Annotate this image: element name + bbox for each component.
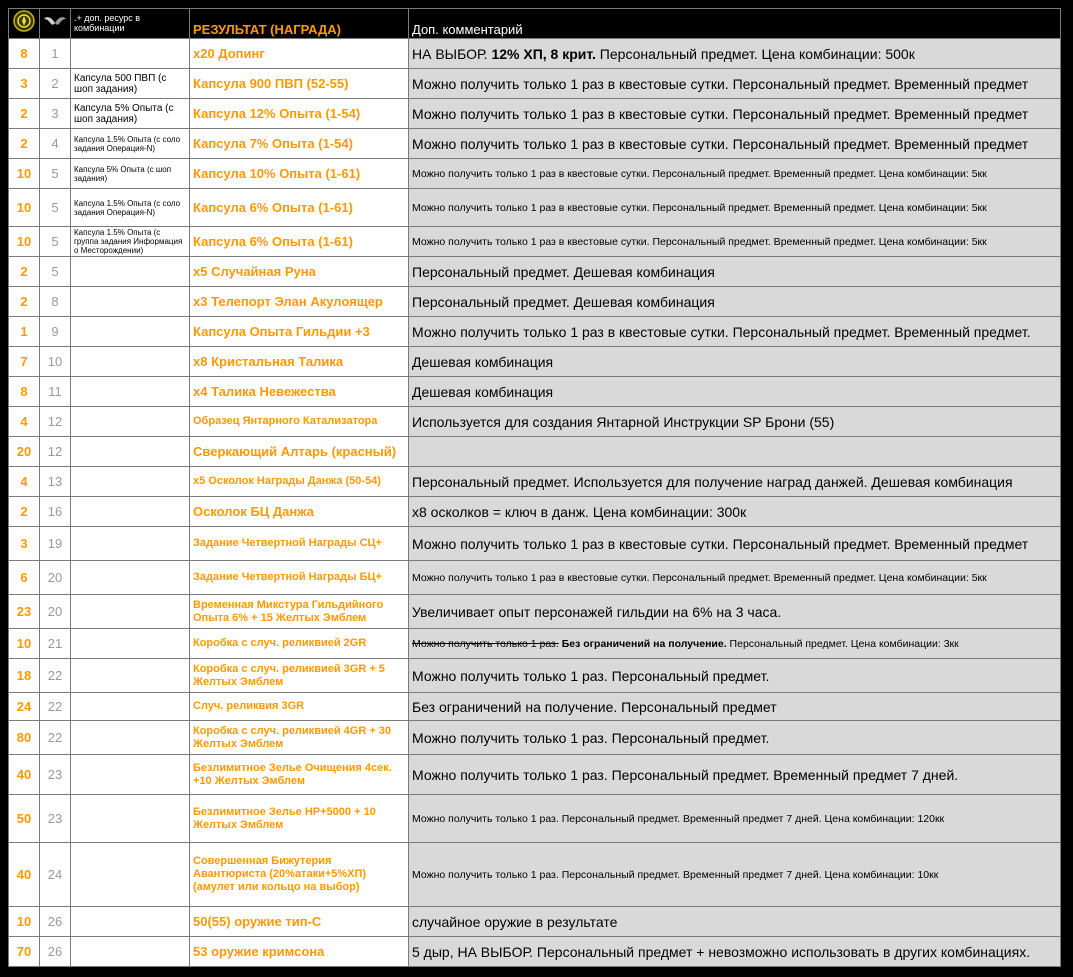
extra-cell	[71, 629, 190, 659]
table-row	[9, 721, 1061, 755]
table-row	[9, 659, 1061, 693]
result-cell: Капсула 10% Опыта (1-61)	[190, 159, 409, 189]
table-row	[9, 257, 1061, 287]
table-row	[9, 843, 1061, 907]
level-cell: 5	[40, 257, 71, 287]
quantity-cell: 2	[9, 99, 40, 129]
result-cell: Коробка с случ. реликвией 4GR + 30 Желтых Эмблем	[190, 721, 409, 755]
result-cell: Случ. реликвия 3GR	[190, 693, 409, 721]
table-row	[9, 437, 1061, 467]
table-row	[9, 317, 1061, 347]
quantity-cell: 80	[9, 721, 40, 755]
extra-cell: Капсула 1.5% Опыта (с соло задания Операция-N)	[71, 189, 190, 227]
extra-cell	[71, 693, 190, 721]
comment-cell: Дешевая комбинация	[409, 347, 1061, 377]
result-cell: Задание Четвертной Награды БЦ+	[190, 561, 409, 595]
quantity-cell: 10	[9, 629, 40, 659]
extra-cell: Капсула 1.5% Опыта (с группа задания Информация о Месторождении)	[71, 227, 190, 257]
table-row	[9, 561, 1061, 595]
quantity-cell: 23	[9, 595, 40, 629]
coin-icon	[13, 10, 35, 32]
comment-text: НА ВЫБОР.	[412, 45, 492, 62]
comment-bold-text: 12% ХП, 8 крит.	[491, 45, 596, 62]
extra-cell	[71, 287, 190, 317]
quantity-cell: 8	[9, 39, 40, 69]
level-cell: 22	[40, 721, 71, 755]
result-cell: 53 оружие кримсона	[190, 937, 409, 967]
comment-cell: Можно получить только 1 раз в квестовые сутки. Персональный предмет. Временный предмет. Цена комбинации: 5кк	[409, 189, 1061, 227]
header-coin-cell	[9, 9, 40, 39]
table-row	[9, 227, 1061, 257]
result-cell: Капсула 6% Опыта (1-61)	[190, 189, 409, 227]
quantity-cell: 50	[9, 795, 40, 843]
extra-cell	[71, 937, 190, 967]
comment-cell: Персональный предмет. Дешевая комбинация	[409, 287, 1061, 317]
level-cell: 26	[40, 937, 71, 967]
table-row	[9, 407, 1061, 437]
comment-cell: Можно получить только 1 раз. Персональный предмет.	[409, 659, 1061, 693]
result-cell: Капсула Опыта Гильдии +3	[190, 317, 409, 347]
comment-cell	[409, 39, 1061, 69]
quantity-cell: 20	[9, 437, 40, 467]
table-row	[9, 159, 1061, 189]
quantity-cell: 10	[9, 227, 40, 257]
comment-cell: Можно получить только 1 раз в квестовые сутки. Персональный предмет. Временный предмет. Цена комбинации: 5кк	[409, 561, 1061, 595]
extra-cell	[71, 497, 190, 527]
extra-cell: Капсула 500 ПВП (с шоп задания)	[71, 69, 190, 99]
comment-cell: Используется для создания Янтарной Инструкции SP Брони (55)	[409, 407, 1061, 437]
level-cell: 8	[40, 287, 71, 317]
quantity-cell: 2	[9, 287, 40, 317]
quantity-cell: 7	[9, 347, 40, 377]
table-row	[9, 39, 1061, 69]
quantity-cell: 40	[9, 843, 40, 907]
table-row	[9, 99, 1061, 129]
comment-bold-text: Без ограничений на получение.	[558, 637, 727, 650]
result-cell: Сверкающий Алтарь (красный)	[190, 437, 409, 467]
extra-cell	[71, 39, 190, 69]
extra-cell	[71, 843, 190, 907]
level-cell: 2	[40, 69, 71, 99]
result-cell: x4 Талика Невежества	[190, 377, 409, 407]
result-cell: Капсула 900 ПВП (52-55)	[190, 69, 409, 99]
comment-cell: Персональный предмет. Используется для получение наград данжей. Дешевая комбинация	[409, 467, 1061, 497]
extra-cell: Капсула 5% Опыта (с шоп задания)	[71, 159, 190, 189]
level-cell: 24	[40, 843, 71, 907]
extra-cell	[71, 467, 190, 497]
wings-icon	[43, 14, 67, 28]
level-cell: 13	[40, 467, 71, 497]
level-cell: 5	[40, 189, 71, 227]
extra-cell	[71, 721, 190, 755]
extra-cell	[71, 257, 190, 287]
level-cell: 23	[40, 795, 71, 843]
comment-cell: Можно получить только 1 раз в квестовые сутки. Персональный предмет. Временный предмет. Цена комбинации: 5кк	[409, 159, 1061, 189]
result-cell: Капсула 12% Опыта (1-54)	[190, 99, 409, 129]
quantity-cell: 10	[9, 907, 40, 937]
header-wings-cell	[40, 9, 71, 39]
quantity-cell: 6	[9, 561, 40, 595]
result-cell: Капсула 6% Опыта (1-61)	[190, 227, 409, 257]
comment-cell: 5 дыр, НА ВЫБОР. Персональный предмет + невозможно использовать в других комбинациях.	[409, 937, 1061, 967]
table-row	[9, 129, 1061, 159]
result-cell: Задание Четвертной Награды СЦ+	[190, 527, 409, 561]
quantity-cell: 10	[9, 189, 40, 227]
table-row	[9, 629, 1061, 659]
level-cell: 4	[40, 129, 71, 159]
comment-text: Персональный предмет. Цена комбинации: 3кк	[726, 637, 959, 650]
level-cell: 22	[40, 659, 71, 693]
quantity-cell: 3	[9, 69, 40, 99]
header-extra-resource: .+ доп. ресурс в комбинации	[71, 9, 190, 39]
result-cell: Коробка с случ. реликвией 2GR	[190, 629, 409, 659]
level-cell: 5	[40, 159, 71, 189]
level-cell: 22	[40, 693, 71, 721]
level-cell: 5	[40, 227, 71, 257]
quantity-cell: 40	[9, 755, 40, 795]
comment-cell: Можно получить только 1 раз в квестовые сутки. Персональный предмет. Временный предмет	[409, 527, 1061, 561]
table-row	[9, 595, 1061, 629]
comment-cell: Можно получить только 1 раз в квестовые сутки. Персональный предмет. Временный предмет	[409, 99, 1061, 129]
result-cell: x5 Осколок Награды Данжа (50-54)	[190, 467, 409, 497]
extra-cell	[71, 659, 190, 693]
table-row	[9, 795, 1061, 843]
comment-cell: Персональный предмет. Дешевая комбинация	[409, 257, 1061, 287]
header-row	[9, 9, 1061, 39]
quantity-cell: 4	[9, 407, 40, 437]
table-row	[9, 189, 1061, 227]
quantity-cell: 3	[9, 527, 40, 561]
comment-struck-text: Можно получить только 1 раз.	[412, 637, 559, 650]
result-cell: Коробка с случ. реликвией 3GR + 5 Желтых Эмблем	[190, 659, 409, 693]
quantity-cell: 18	[9, 659, 40, 693]
comment-cell: Можно получить только 1 раз. Персональный предмет.	[409, 721, 1061, 755]
table-row	[9, 907, 1061, 937]
level-cell: 12	[40, 437, 71, 467]
result-cell: x5 Случайная Руна	[190, 257, 409, 287]
level-cell: 3	[40, 99, 71, 129]
level-cell: 9	[40, 317, 71, 347]
quantity-cell: 8	[9, 377, 40, 407]
result-cell: Образец Янтарного Катализатора	[190, 407, 409, 437]
level-cell: 20	[40, 595, 71, 629]
extra-cell	[71, 407, 190, 437]
level-cell: 23	[40, 755, 71, 795]
result-cell: Совершенная Бижутерия Авантюриста (20%атаки+5%ХП)(амулет или кольцо на выбор)	[190, 843, 409, 907]
level-cell: 19	[40, 527, 71, 561]
quantity-cell: 4	[9, 467, 40, 497]
extra-cell	[71, 795, 190, 843]
comment-cell: Можно получить только 1 раз. Персональный предмет. Временный предмет 7 дней. Цена комбинации: 10кк	[409, 843, 1061, 907]
header-result: РЕЗУЛЬТАТ (НАГРАДА)	[190, 9, 409, 39]
comment-cell: x8 осколков = ключ в данж. Цена комбинации: 300к	[409, 497, 1061, 527]
rewards-table	[8, 8, 1061, 967]
result-cell: Временная Микстура Гильдийного Опыта 6% + 15 Желтых Эмблем	[190, 595, 409, 629]
result-cell: x3 Телепорт Элан Акулоящер	[190, 287, 409, 317]
extra-cell	[71, 527, 190, 561]
level-cell: 12	[40, 407, 71, 437]
table-row	[9, 69, 1061, 99]
table-row	[9, 377, 1061, 407]
quantity-cell: 10	[9, 159, 40, 189]
extra-cell	[71, 755, 190, 795]
extra-cell: Капсула 5% Опыта (с шоп задания)	[71, 99, 190, 129]
comment-cell: Можно получить только 1 раз в квестовые сутки. Персональный предмет. Временный предмет. Цена комбинации: 5кк	[409, 227, 1061, 257]
quantity-cell: 2	[9, 497, 40, 527]
table-row	[9, 467, 1061, 497]
comment-cell: Без ограничений на получение. Персональный предмет	[409, 693, 1061, 721]
level-cell: 1	[40, 39, 71, 69]
comment-cell: Можно получить только 1 раз. Персональный предмет. Временный предмет 7 дней. Цена комбинации: 120кк	[409, 795, 1061, 843]
level-cell: 16	[40, 497, 71, 527]
quantity-cell: 70	[9, 937, 40, 967]
level-cell: 20	[40, 561, 71, 595]
level-cell: 26	[40, 907, 71, 937]
comment-cell: случайное оружие в результате	[409, 907, 1061, 937]
table-row	[9, 287, 1061, 317]
result-cell: Осколок БЦ Данжа	[190, 497, 409, 527]
header-comment: Доп. комментарий	[409, 9, 1061, 39]
comment-cell: Можно получить только 1 раз в квестовые сутки. Персональный предмет. Временный предмет	[409, 129, 1061, 159]
table-row	[9, 937, 1061, 967]
result-cell: Капсула 7% Опыта (1-54)	[190, 129, 409, 159]
comment-cell: Дешевая комбинация	[409, 377, 1061, 407]
level-cell: 10	[40, 347, 71, 377]
comment-text: Персональный предмет. Цена комбинации: 500к	[595, 45, 915, 62]
comment-cell: Можно получить только 1 раз в квестовые сутки. Персональный предмет. Временный предмет.	[409, 317, 1061, 347]
level-cell: 21	[40, 629, 71, 659]
result-cell: 50(55) оружие тип-С	[190, 907, 409, 937]
comment-cell: Можно получить только 1 раз. Персональный предмет. Временный предмет 7 дней.	[409, 755, 1061, 795]
quantity-cell: 24	[9, 693, 40, 721]
level-cell: 11	[40, 377, 71, 407]
table-row	[9, 347, 1061, 377]
result-cell: x8 Кристальная Талика	[190, 347, 409, 377]
table-row	[9, 527, 1061, 561]
comment-cell: Увеличивает опыт персонажей гильдии на 6% на 3 часа.	[409, 595, 1061, 629]
extra-cell	[71, 437, 190, 467]
extra-cell	[71, 317, 190, 347]
result-cell: Безлимитное Зелье HP+5000 + 10 Желтых Эмблем	[190, 795, 409, 843]
extra-cell	[71, 561, 190, 595]
quantity-cell: 2	[9, 129, 40, 159]
comment-cell: Можно получить только 1 раз в квестовые сутки. Персональный предмет. Временный предмет	[409, 69, 1061, 99]
extra-cell	[71, 595, 190, 629]
extra-cell: Капсула 1.5% Опыта (с соло задания Операция-N)	[71, 129, 190, 159]
extra-cell	[71, 347, 190, 377]
comment-cell	[409, 437, 1061, 467]
extra-cell	[71, 907, 190, 937]
table-row	[9, 755, 1061, 795]
result-cell: x20 Допинг	[190, 39, 409, 69]
quantity-cell: 2	[9, 257, 40, 287]
extra-cell	[71, 377, 190, 407]
result-cell: Безлимитное Зелье Очищения 4сек. +10 Желтых Эмблем	[190, 755, 409, 795]
table-row	[9, 497, 1061, 527]
comment-cell	[409, 629, 1061, 659]
quantity-cell: 1	[9, 317, 40, 347]
table-row	[9, 693, 1061, 721]
